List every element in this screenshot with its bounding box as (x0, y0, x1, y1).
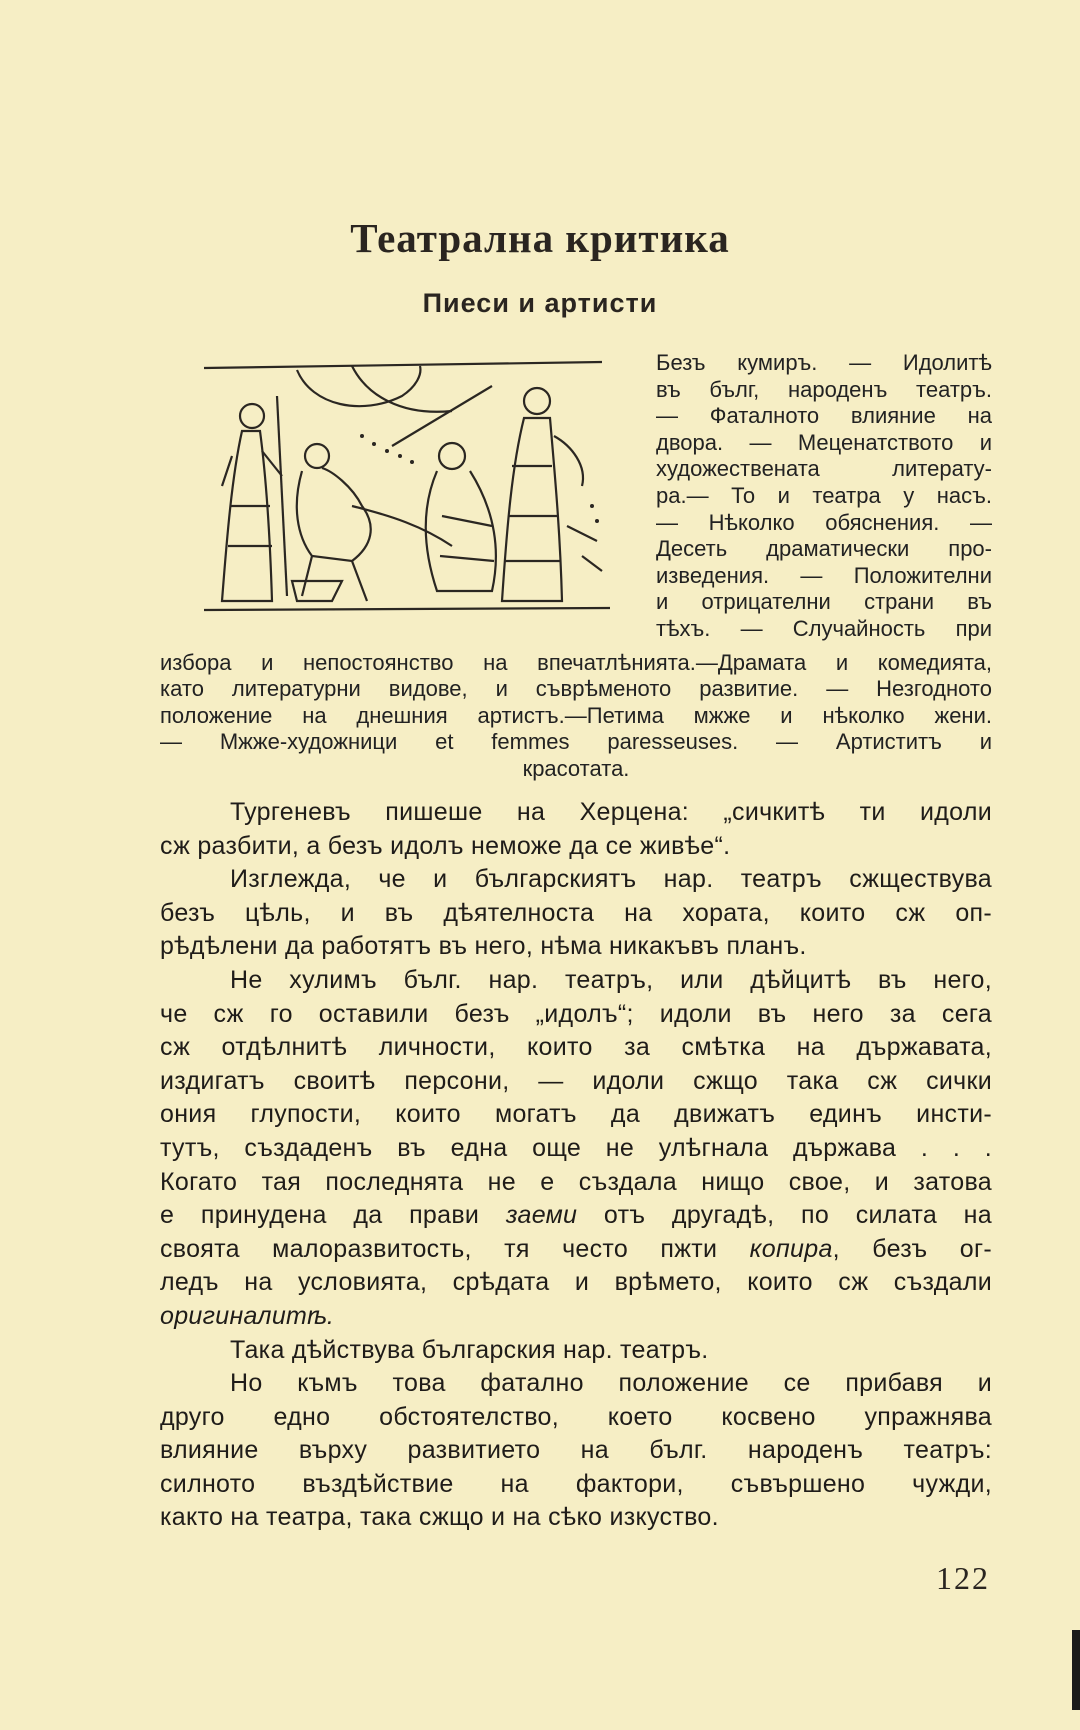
text-fragment: своята малоразвитость, тя често пжти (160, 1234, 750, 1263)
text-fragment: е принудена да прави (160, 1201, 506, 1230)
body-text (160, 796, 992, 1535)
italic-word: заеми (505, 1201, 578, 1230)
text-line: както на театра, така сжщо и на сѣко изкуство. (160, 1503, 719, 1532)
summary-line: тѣхъ. — Случайность при (656, 615, 992, 641)
text-line: рѣдѣлени да работятъ въ него, нѣма никакъвъ планъ. (160, 932, 807, 961)
text-line: Тургеневъ пишеше на Херцена: „сичкитѣ ти идоли (230, 798, 992, 826)
summary-line: художествената литерату- (656, 456, 992, 482)
paragraph (160, 964, 992, 1334)
paragraph (160, 863, 992, 964)
paragraph (160, 1334, 992, 1368)
page-number: 122 (936, 1560, 990, 1596)
scan-edge-mark (1072, 1630, 1080, 1710)
summary-line: двора. — Меценатството и (656, 429, 992, 455)
text-line: друго едно обстоятелство, което косвено упражнява (160, 1402, 992, 1431)
page-subtitle: Пиеси и артисти (422, 288, 658, 318)
paragraph (160, 796, 992, 863)
text-line: силното въздѣйствие на фактори, съвършено чужди, (160, 1469, 992, 1498)
text-line: Когато тая последнята не е създала нищо свое, и затова (160, 1167, 992, 1196)
text-fragment: отъ другадѣ, по силата на (577, 1201, 992, 1230)
summary-line: въ бълг, народенъ театръ. (656, 376, 992, 402)
text-line: Не хулимъ бълг. нар. театръ, или дѣйцитѣ въ него, (230, 965, 992, 994)
summary-line: положение на днешния артистъ.—Петима мжже и нѣколко жени. (160, 702, 992, 728)
text-line: влияние върху развитието на бълг. народенъ театръ: (160, 1436, 992, 1465)
summary-line: избора и непостоянство на впечатлѣнията.—Драмата и комедията, (160, 650, 992, 675)
text-line: че сж го оставили безъ „идолъ“; идоли въ него за сега (160, 999, 992, 1028)
chapter-summary-full (160, 650, 992, 782)
summary-line: красотата. (522, 755, 630, 781)
page-title: Театрална критика (350, 215, 730, 261)
text-fragment: , безъ ог- (832, 1234, 992, 1263)
paragraph (160, 1367, 992, 1535)
text-line (160, 1233, 992, 1267)
text-line: Изглежда, че и българскиятъ нар. театръ сжществува (230, 865, 992, 894)
summary-line: Безъ кумиръ. — Идолитѣ (656, 350, 992, 375)
summary-line: и отрицателни страни въ (656, 589, 992, 615)
greek-vase-illustration (202, 356, 612, 618)
summary-line: — Нѣколко обяснения. — (656, 509, 992, 535)
text-line: Така дѣйствува българския нар. театръ. (230, 1335, 709, 1364)
text-line (160, 1300, 992, 1334)
summary-line: — Фаталното влияние на (656, 403, 992, 429)
text-line: сж разбити, а безъ идолъ неможе да се живѣе“. (160, 831, 731, 860)
summary-line: — Мжже-художници et femmes paresseuses. — Артиститъ и (160, 729, 992, 755)
italic-word: копира (749, 1234, 833, 1263)
chapter-summary-right (656, 350, 992, 643)
text-line: ледъ на условията, срѣдата и врѣмето, които сж създали (160, 1268, 992, 1297)
text-line: ония глупости, които могатъ да движатъ единъ инсти- (160, 1100, 992, 1129)
text-line: безъ цѣль, и въ дѣятелноста на хората, които сж оп- (160, 898, 992, 927)
text-line: издигатъ своитѣ персони, — идоли сжщо така сж сички (160, 1066, 992, 1095)
text-line (160, 1199, 992, 1233)
text-line: сж отдѣлнитѣ личности, които за смѣтка на държавата, (160, 1033, 992, 1062)
summary-line: изведения. — Положителни (656, 562, 992, 588)
italic-word: оригиналитѣ. (160, 1301, 335, 1330)
text-line: Но къмъ това фатално положение се прибавя и (230, 1369, 992, 1398)
text-line: тутъ, създаденъ въ една още не улѣгнала държава . . . (160, 1133, 992, 1162)
summary-line: като литературни видове, и съврѣменото развитие. — Незгодното (160, 676, 992, 702)
summary-line: Десеть драматически про- (656, 536, 992, 562)
summary-line: ра.— То и театра у насъ. (656, 482, 992, 508)
